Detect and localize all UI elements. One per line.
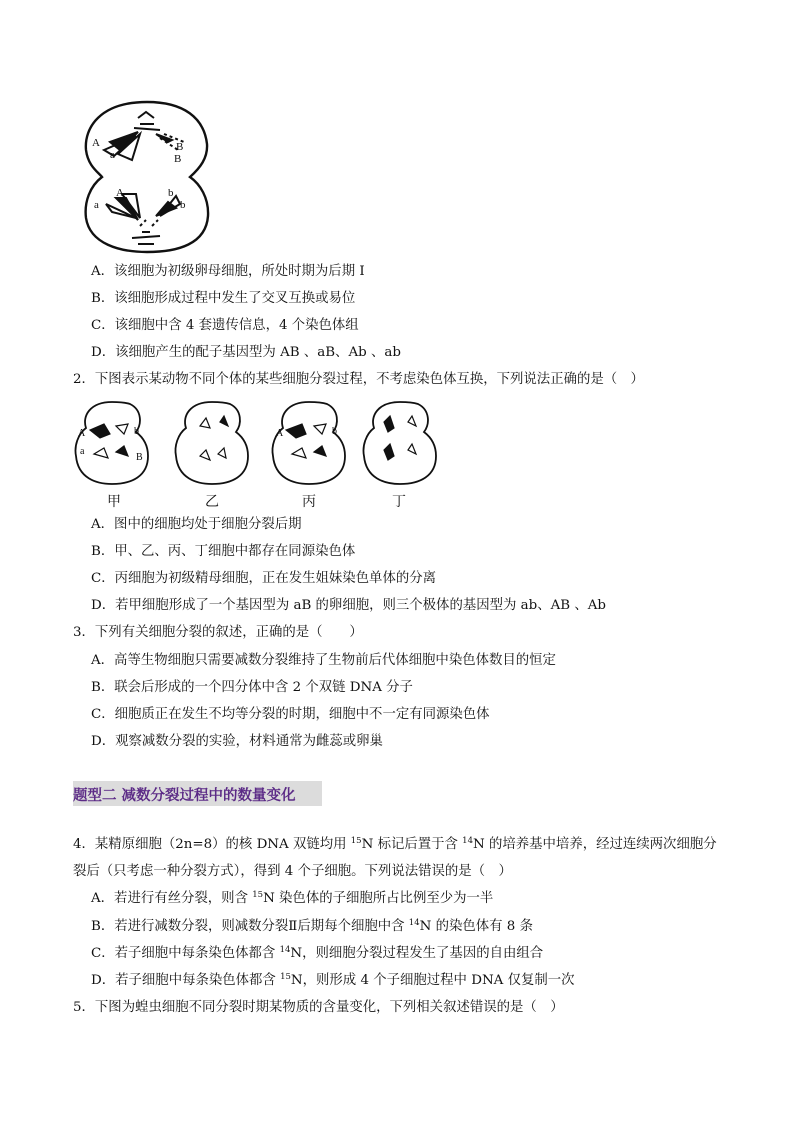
q1-gene-label: B bbox=[176, 141, 184, 153]
q4-stem-line2: 裂后（只考虑一种分裂方式），得到 4 个子细胞。下列说法错误的是（ ） bbox=[73, 864, 512, 879]
q2-option-d[interactable]: D．若甲细胞形成了一个基因型为 aB 的卵细胞，则三个极体的基因型为 ab、AB 、Ab bbox=[91, 598, 607, 613]
isotope-mass: 14 bbox=[408, 918, 420, 928]
cell-label-ding: 丁 bbox=[392, 494, 406, 510]
option-text: N 的染色体有 8 条 bbox=[419, 919, 533, 934]
cell-label-jia: 甲 bbox=[107, 494, 121, 510]
section-heading bbox=[73, 781, 322, 806]
cell-label-yi: 乙 bbox=[205, 494, 219, 510]
option-text: N，则形成 4 个子细胞过程中 DNA 仅复制一次 bbox=[290, 973, 575, 988]
q3-option-d[interactable]: D．观察减数分裂的实验，材料通常为雌蕊或卵巢 bbox=[91, 734, 383, 749]
option-text: D．若子细胞中每条染色体都含 bbox=[91, 973, 281, 988]
q4-option-b[interactable] bbox=[91, 918, 533, 936]
q2-stem: 2．下图表示某动物不同个体的某些细胞分裂过程，不考虑染色体互换，下列说法正确的是（ ） bbox=[73, 372, 644, 387]
q1-gene-label: a bbox=[94, 199, 99, 211]
q4-stem-text: N 标记后置于含 bbox=[361, 837, 463, 852]
q3-option-b[interactable]: B．联会后形成的一个四分体中含 2 个双链 DNA 分子 bbox=[91, 680, 413, 695]
isotope-mass: 14 bbox=[462, 836, 473, 846]
cell-label-bing: 丙 bbox=[302, 494, 316, 510]
q1-option-a[interactable]: A．该细胞为初级卵母细胞，所处时期为后期 I bbox=[91, 264, 365, 279]
option-text: N，则细胞分裂过程发生了基因的自由组合 bbox=[290, 946, 544, 961]
q2-cell-diagrams bbox=[72, 398, 444, 490]
q4-option-a[interactable] bbox=[91, 890, 493, 908]
q2-gene-label: b bbox=[332, 426, 337, 437]
q1-gene-label: A bbox=[92, 137, 100, 149]
q1-option-d[interactable]: D．该细胞产生的配子基因型为 AB 、aB、Ab 、ab bbox=[91, 345, 401, 360]
q2-gene-label: B bbox=[136, 452, 143, 463]
section-title: 题型二 减数分裂过程中的数量变化 bbox=[73, 787, 296, 804]
q1-gene-label: B bbox=[174, 153, 182, 165]
option-text: C．若子细胞中每条染色体都含 bbox=[91, 946, 280, 961]
q2-option-c[interactable]: C．丙细胞为初级精母细胞，正在发生姐妹染色单体的分离 bbox=[91, 571, 437, 586]
q1-gene-label: b bbox=[168, 187, 174, 199]
q4-option-d[interactable] bbox=[91, 972, 575, 990]
q1-gene-label: a bbox=[110, 149, 115, 161]
option-text: N 染色体的子细胞所占比例至少为一半 bbox=[263, 891, 494, 906]
q2-option-a[interactable]: A．图中的细胞均处于细胞分裂后期 bbox=[91, 517, 302, 532]
q1-gene-label: A bbox=[116, 187, 124, 199]
isotope-mass: 15 bbox=[280, 972, 291, 982]
q3-option-c[interactable]: C．细胞质正在发生不均等分裂的时期，细胞中不一定有同源染色体 bbox=[91, 707, 490, 722]
q1-option-b[interactable]: B．该细胞形成过程中发生了交叉互换或易位 bbox=[91, 291, 356, 306]
q1-option-c[interactable]: C．该细胞中含 4 套遗传信息，4 个染色体组 bbox=[91, 318, 359, 333]
q3-stem: 3．下列有关细胞分裂的叙述，正确的是（ ） bbox=[73, 625, 363, 640]
q2-gene-label: A bbox=[276, 428, 284, 439]
q5-stem: 5．下图为蝗虫细胞不同分裂时期某物质的含量变化，下列相关叙述错误的是（ ） bbox=[73, 1000, 564, 1015]
q2-gene-label: a bbox=[80, 446, 85, 457]
q4-stem-text: 4．某精原细胞（2n=8）的核 DNA 双链均用 bbox=[73, 837, 351, 852]
q4-option-c[interactable] bbox=[91, 945, 543, 963]
isotope-mass: 15 bbox=[350, 836, 362, 846]
q2-gene-label: A bbox=[78, 428, 86, 439]
q3-option-a[interactable]: A．高等生物细胞只需要减数分裂维持了生物前后代体细胞中染色体数目的恒定 bbox=[91, 653, 556, 668]
option-text: A．若进行有丝分裂，则含 bbox=[91, 891, 253, 906]
q2-gene-label: b bbox=[134, 426, 139, 437]
q2-option-b[interactable]: B．甲、乙、丙、丁细胞中都存在同源染色体 bbox=[91, 544, 356, 559]
option-text: B．若进行减数分裂，则减数分裂Ⅱ后期每个细胞中含 bbox=[91, 919, 409, 934]
q4-stem-line1 bbox=[73, 836, 717, 854]
q4-stem-text: N 的培养基中培养，经过连续两次细胞分 bbox=[473, 837, 717, 852]
isotope-mass: 14 bbox=[279, 945, 291, 955]
isotope-mass: 15 bbox=[252, 890, 264, 900]
q1-gene-label: b bbox=[180, 199, 186, 211]
q1-cell-diagram bbox=[80, 98, 215, 256]
